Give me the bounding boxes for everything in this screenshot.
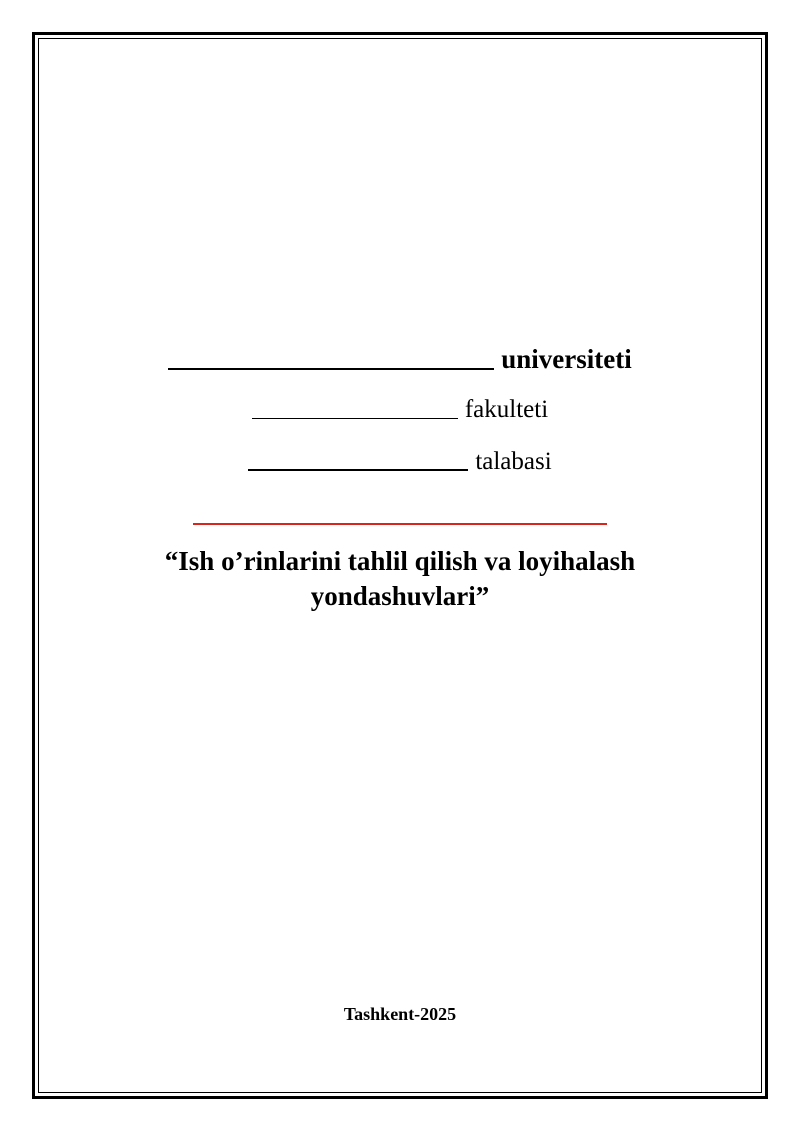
university-label: universiteti [501,344,632,374]
document-title: “Ish o’rinlarini tahlil qilish va loyihalash yondashuvlari” [164,546,636,611]
faculty-line [0,396,800,424]
student-name-blank [248,468,468,471]
faculty-name-blank [252,417,458,419]
student-line [0,448,800,476]
university-line [0,344,800,375]
place-year-footer: Tashkent-2025 [343,1004,457,1024]
university-name-blank [168,367,494,370]
student-label: talabasi [475,448,552,475]
faculty-label: fakulteti [464,396,549,423]
red-divider [193,523,607,525]
